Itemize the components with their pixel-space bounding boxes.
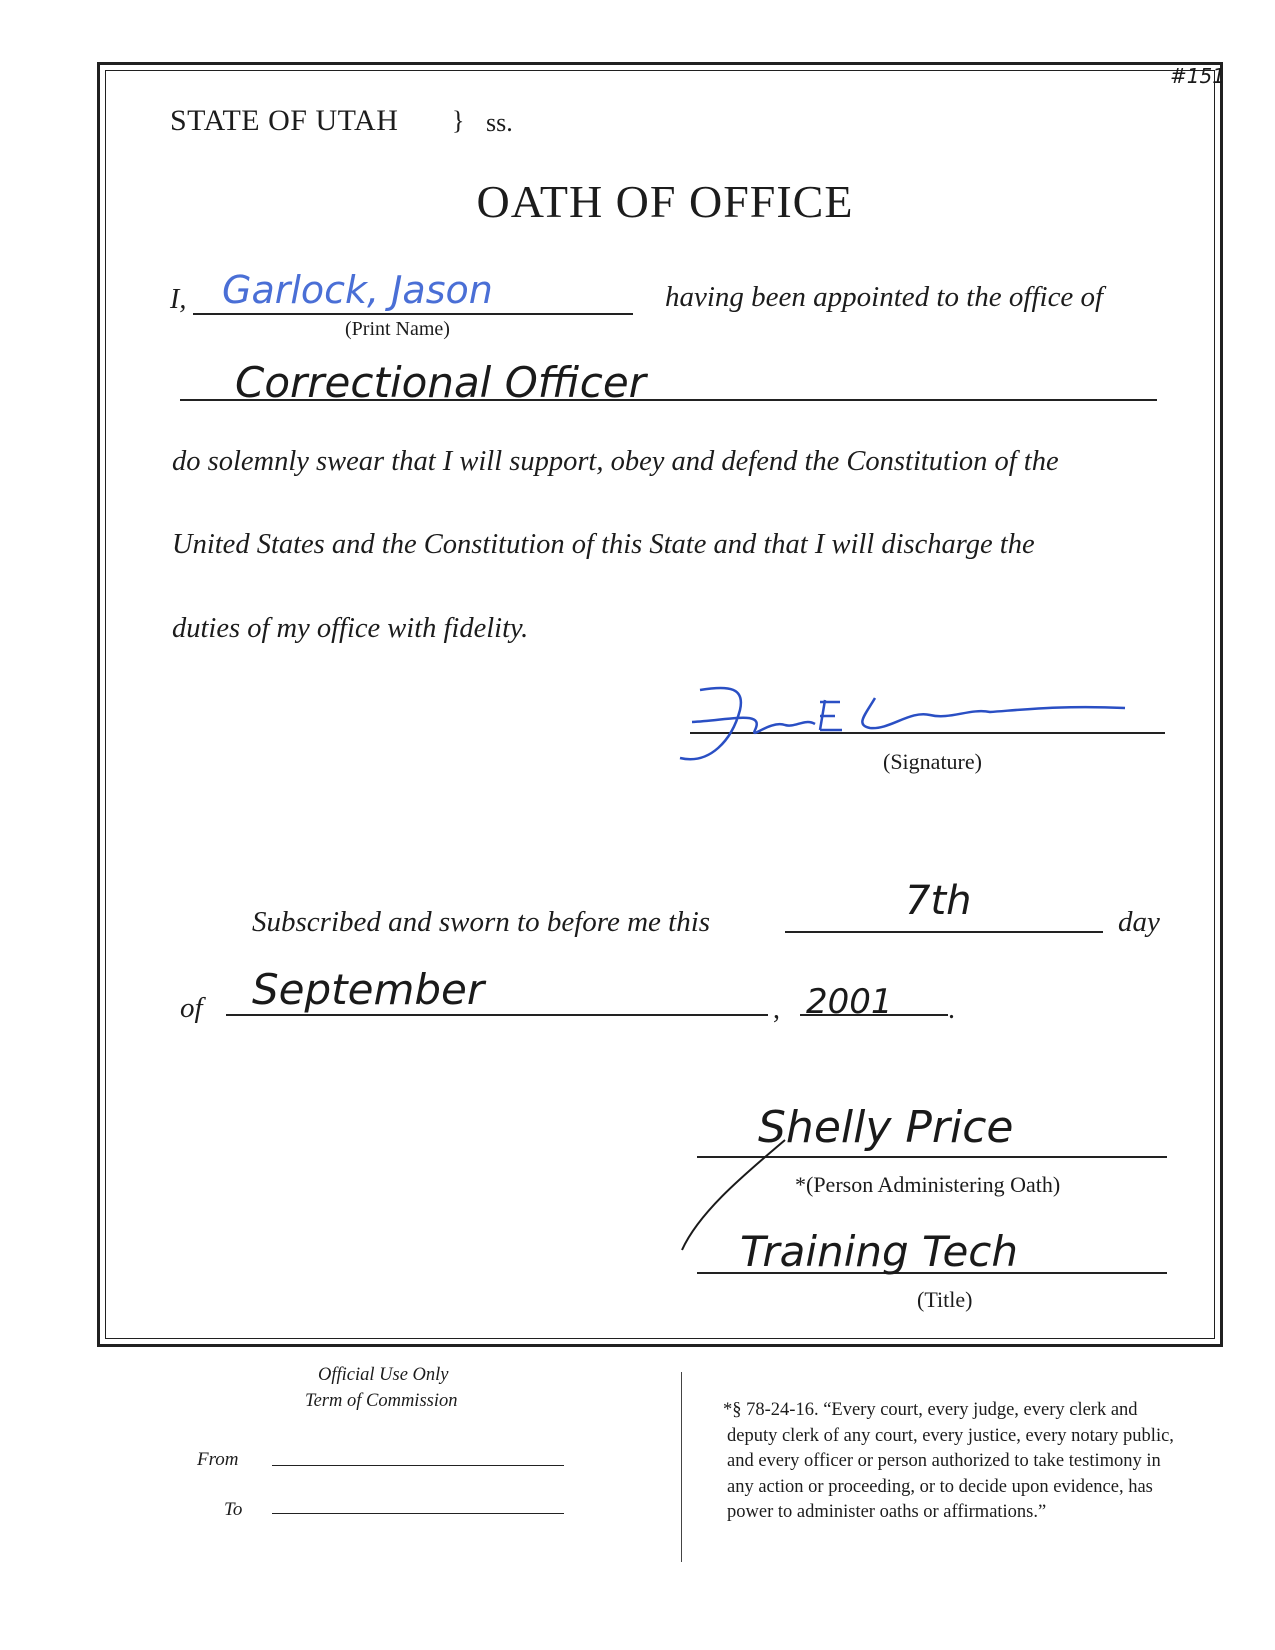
print-name-caption: (Print Name) [345, 318, 450, 340]
from-line [272, 1465, 564, 1466]
day-line [785, 931, 1103, 933]
name-line [193, 313, 633, 315]
to-label: To [224, 1499, 243, 1520]
administrator-caption: *(Person Administering Oath) [795, 1172, 1061, 1197]
year-value: 2001 [806, 982, 893, 1022]
name-value: Garlock, Jason [222, 268, 493, 312]
vertical-divider [681, 1372, 682, 1562]
signature-caption: (Signature) [883, 749, 982, 774]
month-line [226, 1014, 768, 1016]
appointed-text: having been appointed to the office of [665, 281, 1104, 313]
statute-line1: *§ 78-24-16. “Every court, every judge, every clerk and [723, 1400, 1138, 1420]
statute-line3: and every officer or person authorized to take testimony in [727, 1451, 1161, 1471]
oath-pronoun: I, [170, 284, 187, 315]
term-heading: Term of Commission [305, 1391, 458, 1411]
oath-body-line3: duties of my office with fidelity. [172, 613, 529, 644]
office-value: Correctional Officer [235, 358, 646, 407]
state-heading: STATE OF UTAH [170, 104, 399, 137]
statute-line2: deputy clerk of any court, every justice, every notary public, [727, 1425, 1174, 1446]
oath-body-line1: do solemnly swear that I will support, obey and defend the Constitution of the [172, 446, 1059, 477]
to-line [272, 1513, 564, 1514]
page-number-mark: #151 [1170, 64, 1225, 88]
oath-body-line2: United States and the Constitution of this State and that I will discharge the [172, 529, 1035, 560]
ss-mark: ss. [486, 108, 513, 137]
page-title: OATH OF OFFICE [476, 176, 854, 227]
of-word: of [180, 992, 203, 1024]
statute-line4: any action or proceeding, or to decide upon evidence, has [727, 1476, 1153, 1497]
sworn-text: Subscribed and sworn to before me this [252, 906, 711, 938]
month-value: September [252, 965, 485, 1014]
official-use-heading: Official Use Only [318, 1365, 449, 1385]
day-value: 7th [905, 878, 972, 924]
title-caption: (Title) [917, 1287, 973, 1312]
from-label: From [197, 1449, 239, 1470]
administrator-signature: Shelly Price [758, 1102, 1014, 1153]
day-word: day [1118, 906, 1160, 938]
brace-mark: } [452, 106, 465, 135]
statute-note [723, 1398, 1174, 1526]
comma-mark: , [773, 994, 780, 1025]
title-value: Training Tech [740, 1227, 1019, 1276]
period-mark: . [948, 994, 955, 1025]
statute-line5: power to administer oaths or affirmations.” [727, 1502, 1047, 1522]
